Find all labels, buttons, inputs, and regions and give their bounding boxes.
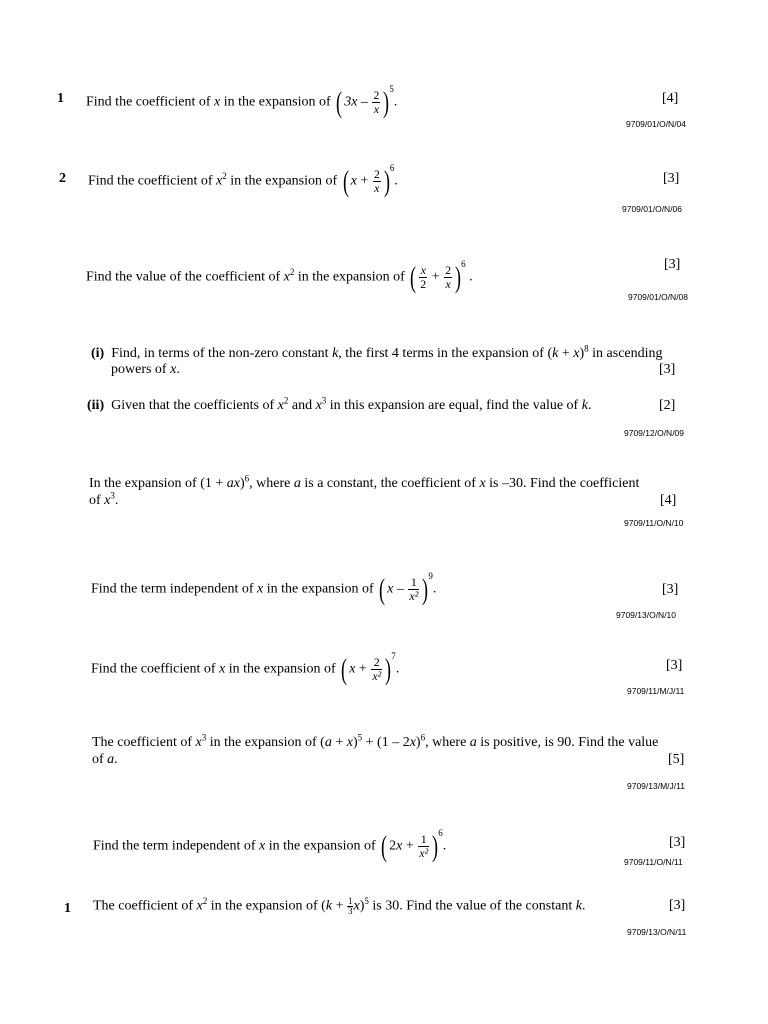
question-text: Find the coefficient of x in the expansion of ( x + $\frac{2}{\text{x²}}$ )$^7$. [91, 650, 400, 686]
question-text: Find the value of the coefficient of $x^2$ in the expansion of ( $\frac{x}{2}$ + $\frac{2}{x}$ )$^6$ . [86, 258, 473, 294]
question-text: Find the coefficient of $x^2$ in the expansion of ( x + $\frac{2}{x}$ )$^6$. [88, 162, 398, 198]
question-text: Find the term independent of x in the expansion of ( x – $\frac{1}{\text{x²}}$ )$^9$. [91, 570, 437, 606]
paper-code: 9709/11/O/N/10 [624, 518, 684, 528]
question-line-1: In the expansion of (1 + ax)$^6$, where a is a constant, the coefficient of x is –30. Find the coefficient [89, 473, 640, 491]
question-number: 2 [59, 171, 66, 186]
paper-code: 9709/13/O/N/10 [616, 610, 677, 620]
marks: [3] [669, 898, 686, 913]
question-line-2: of $x^3$. [89, 490, 119, 508]
paper-code: 9709/11/M/J/11 [627, 686, 685, 696]
marks: [3] [664, 257, 681, 272]
paper-code: 9709/11/O/N/11 [624, 857, 683, 867]
part-i-line-1: (i) Find, in terms of the non-zero constant k, the first 4 terms in the expansion of $(k + x)^8$ in ascending [91, 343, 663, 361]
paper-code: 9709/13/O/N/11 [627, 927, 687, 937]
paper-code: 9709/01/O/N/04 [626, 119, 687, 129]
question-line-2: of a. [92, 752, 118, 767]
question-text: Find the coefficient of x in the expansion of ( 3x – $\frac{2}{x}$ )$^5$. [86, 83, 398, 119]
part-ii-line: (ii) Given that the coefficients of $x^2$ and $x^3$ in this expansion are equal, find the value of k. [87, 395, 592, 413]
part-i-line-2: powers of x. [111, 362, 180, 377]
marks: [3] [666, 658, 683, 673]
question-number: 1 [57, 91, 64, 106]
question-text: The coefficient of $x^2$ in the expansion of (k + $\frac{1}{3}$ x)$^5$ is 30. Find the value of the constant k. [93, 896, 586, 916]
marks: [3] [659, 362, 676, 377]
paper-code: 9709/13/M/J/11 [627, 781, 685, 791]
marks: [3] [662, 582, 679, 597]
question-number: 1 [64, 901, 71, 916]
paper-code: 9709/01/O/N/08 [628, 292, 689, 302]
paper-code: 9709/12/O/N/09 [624, 428, 685, 438]
marks: [3] [669, 835, 686, 850]
marks: [3] [663, 171, 680, 186]
marks: [4] [662, 91, 679, 106]
marks: [2] [659, 398, 676, 413]
paper-code: 9709/01/O/N/06 [622, 204, 683, 214]
marks: [4] [660, 493, 677, 508]
question-text: Find the term independent of x in the expansion of ( 2x + $\frac{1}{\text{x²}}$ )$^6$. [93, 827, 447, 863]
marks: [5] [668, 752, 685, 767]
question-line-1: The coefficient of $x^3$ in the expansion of $(a + x)^5 + (1 - 2x)^6$, where a is positive, is 90. Find the value [92, 732, 659, 750]
